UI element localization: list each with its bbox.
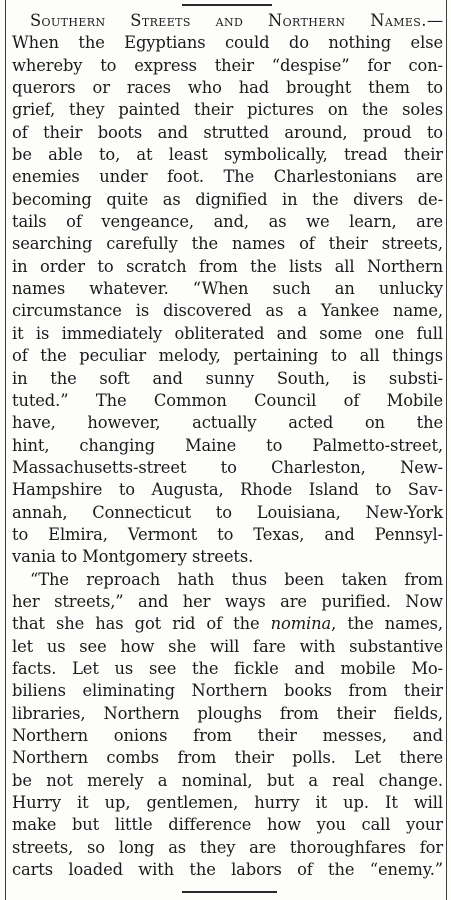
- text-line: of their boots and strutted around, proud to: [12, 122, 443, 142]
- text-line: circumstance is discovered as a Yankee name,: [12, 301, 443, 321]
- text-line: querors or races who had brought them to: [12, 78, 443, 98]
- text-line: tuted.” The Common Council of Mobile: [12, 390, 443, 410]
- text-line: it is immediately obliterated and some one full: [12, 323, 443, 343]
- text-line: Northern onions from their messes, and: [12, 726, 443, 745]
- text-line: biliens eliminating Northern books from their: [12, 681, 443, 701]
- top-divider-rule: [182, 4, 272, 6]
- text-line: enemies under foot. The Charlestonians are: [12, 167, 443, 187]
- column-right-border: [446, 0, 447, 900]
- paragraph-2-line: “The reproach hath thus been taken from: [30, 569, 443, 589]
- article-body: [12, 10, 443, 881]
- text-line: grief, they painted their pictures on the soles: [12, 100, 443, 120]
- text-line: facts. Let us see the fickle and mobile Mo-: [12, 658, 443, 678]
- text-line: tails of vengeance, and, as we learn, are: [12, 212, 443, 232]
- paragraph-1: [12, 32, 443, 568]
- text-segment: , the names,: [331, 614, 443, 634]
- text-line: carts loaded with the labors of the “enemy.”: [12, 860, 443, 880]
- text-line: in the soft and sunny South, is substi-: [12, 368, 443, 388]
- text-line: searching carefully the names of their streets,: [12, 234, 443, 254]
- text-line: Northern combs from their polls. Let there: [12, 748, 443, 768]
- text-line: let us see how she will fare with substantive: [12, 636, 443, 656]
- column-left-border: [5, 0, 6, 900]
- text-line: becoming quite as dignified in the divers de-: [12, 189, 443, 209]
- text-line: libraries, Northern ploughs from their fields,: [12, 703, 443, 723]
- text-line: Hampshire to Augusta, Rhode Island to Sav-: [12, 480, 443, 500]
- text-line: hint, changing Maine to Palmetto-street,: [12, 435, 443, 455]
- text-line: Hurry it up, gentlemen, hurry it up. It will: [12, 793, 443, 813]
- headline-line: [12, 10, 443, 32]
- text-line: whereby to express their “despise” for con-: [12, 55, 443, 75]
- headline-dash: —: [426, 11, 443, 30]
- paragraph-2-line: [12, 613, 443, 635]
- text-line: make but little difference how you call your: [12, 815, 443, 835]
- text-line: of the peculiar melody, pertaining to all things: [12, 346, 443, 366]
- text-line: in order to scratch from the lists all Northern: [12, 256, 443, 276]
- text-line: be not merely a nominal, but a real change.: [12, 770, 443, 790]
- text-line: Massachusetts-street to Charleston, New-: [12, 457, 443, 477]
- text-line: to Elmira, Vermont to Texas, and Pennsyl-: [12, 524, 443, 544]
- text-line: vania to Montgomery streets.: [12, 547, 254, 567]
- text-line: have, however, actually acted on the: [12, 413, 443, 433]
- paragraph-2-line: her streets,” and her ways are purified. Now: [12, 591, 443, 611]
- bottom-divider-rule: [182, 891, 277, 893]
- paragraph-2-rest: [12, 636, 443, 882]
- text-line: streets, so long as they are thoroughfares for: [12, 837, 443, 857]
- text-line: annah, Connecticut to Louisiana, New-York: [12, 502, 443, 522]
- latin-term: nomina: [270, 614, 332, 634]
- text-segment: that she has got rid of the: [12, 614, 271, 634]
- text-line: names whatever. “When such an unlucky: [12, 279, 443, 299]
- article-headline: Southern Streets and Northern Names.: [30, 11, 427, 30]
- text-line: When the Egyptians could do nothing else: [12, 33, 443, 53]
- text-line: be able to, at least symbolically, tread their: [12, 145, 443, 165]
